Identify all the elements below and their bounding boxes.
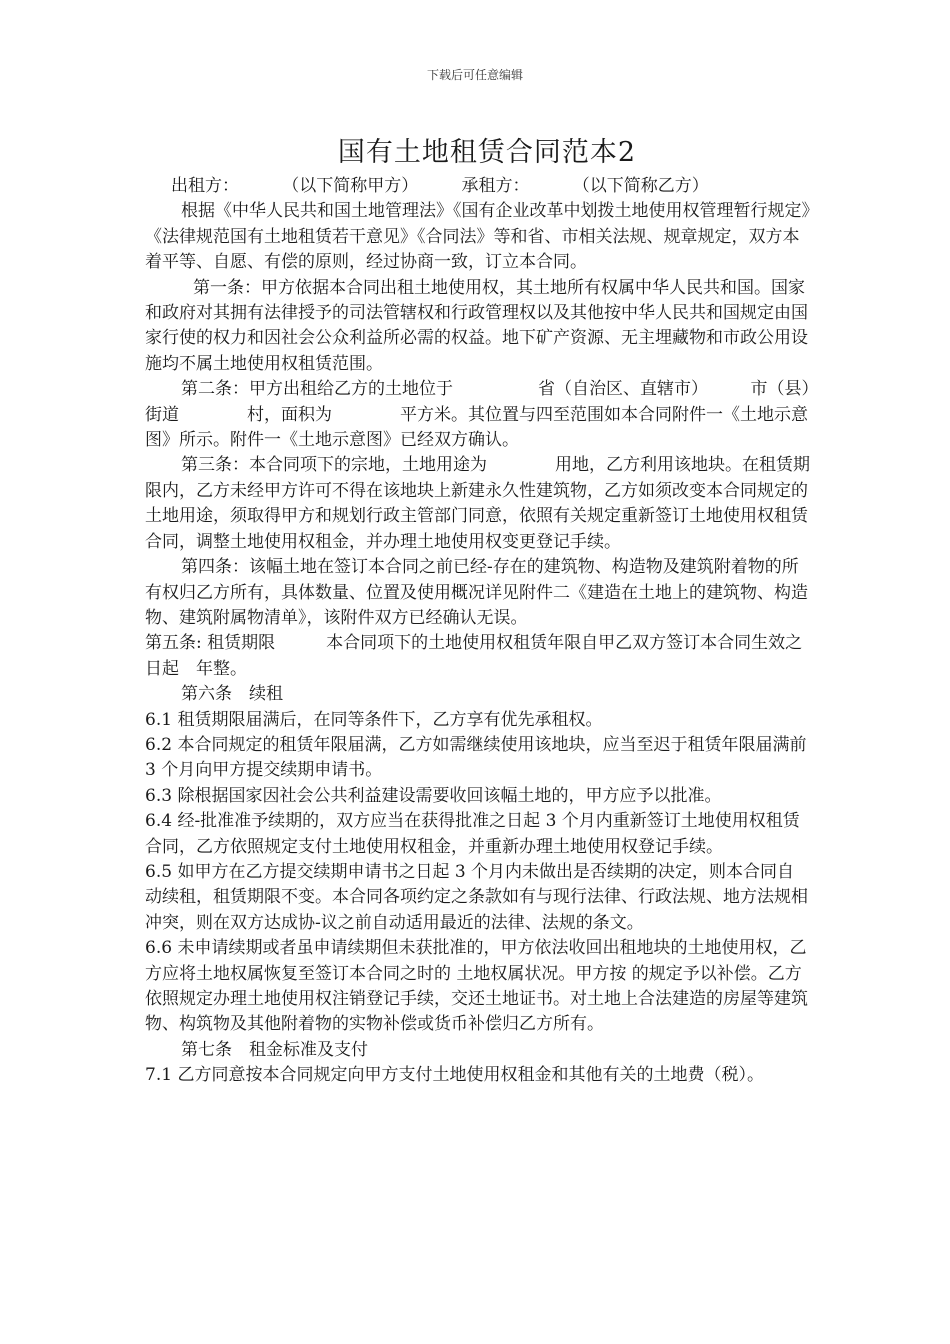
- clause-6-2: 6.2 本合同规定的租赁年限届满，乙方如需继续使用该地块，应当至迟于租赁年限届满前 3 个月向甲方提交续期申请书。: [145, 734, 807, 781]
- clause-7-1: 7.1 乙方同意按本合同规定向甲方支付土地使用权租金和其他有关的土地费（税）。: [145, 1065, 764, 1086]
- article-2-paragraph: 第二条：甲方出租给乙方的土地位于 省（自治区、直辖市） 市（县） 街道 村，面积为 平方米。其位置与四至范围如本合同附件一《土地示意图》所示。附件一《土地示意图》已经双方确认。: [145, 379, 878, 451]
- article-1-paragraph: 第一条：甲方依据本合同出租土地使用权，其土地所有权属中华人民共和国。国家和政府对其拥有法律授予的司法管辖权和行政管理权以及其他按中华人民共和国规定由国家行使的权力和因社会公众利益所必需的权益。地下矿产资源、无主埋藏物和市政公用设施均不属土地使用权租赁范围。: [145, 277, 808, 374]
- document-body: [145, 174, 878, 1089]
- clause-6-3: 6.3 除根据国家因社会公共利益建设需要收回该幅土地的，甲方应予以批准。: [145, 785, 722, 806]
- article-4-paragraph: 第四条：该幅土地在签订本合同之前已经-存在的建筑物、构造物及建筑附着物的所有权归乙方所有，具体数量、位置及使用概况详见附件二《建造在土地上的建筑物、构造物、建筑附属物清单》，该附件双方已经确认无误。: [145, 557, 808, 628]
- clause-6-4: 6.4 经-批准准予续期的，双方应当在获得批准之日起 3 个月内重新签订土地使用权租赁合同，乙方依照规定支付土地使用权租金，并重新办理土地使用权登记手续。: [145, 811, 800, 857]
- clause-6-6: 6.6 未申请续期或者虽申请续期但未获批准的，甲方依法收回出租地块的土地使用权，乙方应将土地权属恢复至签订本合同之时的 土地权属状况。甲方按 的规定予以补偿。乙方依照规定办理土地使用权注销登记手续，交还土地证书。对土地上合法建造的房屋等建筑物、构筑物及其他附着物的实物补偿或货币补偿归乙方所有。: [145, 938, 808, 1035]
- clause-6-1: 6.1 租赁期限届满后，在同等条件下，乙方享有优先承租权。: [145, 709, 603, 730]
- preamble-paragraph: 根据《中华人民共和国土地管理法》《国有企业改革中划拨土地使用权管理暂行规定》《法律规范国有土地租赁若干意见》《合同法》等和省、市相关法规、规章规定，双方本着平等、自愿、有偿的原则，经过协商一致，订立本合同。: [145, 201, 810, 273]
- parties-line: 出租方： （以下简称甲方） 承租方： （以下简称乙方）: [171, 176, 709, 196]
- page-header: 下载后可任意编辑: [426, 68, 523, 82]
- article-5-paragraph: 第五条: 租赁期限 本合同项下的土地使用权租赁年限自甲乙双方签订本合同生效之日起 年整。: [145, 633, 803, 679]
- document-title: 国有土地租赁合同范本2: [337, 137, 637, 168]
- article-6-heading: 第六条 续租: [181, 684, 283, 705]
- clause-6-5: 6.5 如甲方在乙方提交续期申请书之日起 3 个月内未做出是否续期的决定，则本合同自动续租，租赁期限不变。本合同各项约定之条款如有与现行法律、行政法规、地方法规相冲突，则在双方达成协-议之前自动适用最近的法律、法规的条文。: [145, 861, 808, 933]
- article-3-paragraph: 第三条：本合同项下的宗地，土地用途为 用地，乙方利用该地块。在租赁期限内，乙方未经甲方许可不得在该地块上新建永久性建筑物，乙方如须改变本合同规定的土地用途，须取得甲方和规划行政主管部门同意，依照有关规定重新签订土地使用权租赁合同，调整土地使用权租金，并办理土地使用权变更登记手续。: [145, 455, 810, 552]
- article-7-heading: 第七条 租金标准及支付: [181, 1039, 368, 1060]
